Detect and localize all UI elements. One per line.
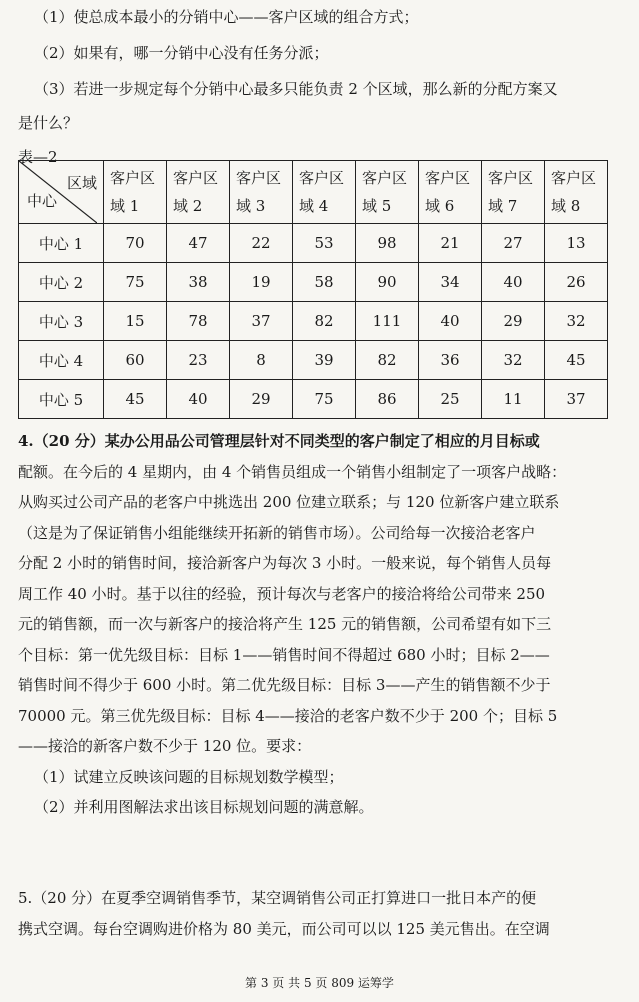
table-cell: 38 xyxy=(167,263,230,302)
corner-region-label: 区域 xyxy=(66,174,97,192)
q4-line: 分配 2 小时的销售时间，接洽新客户为每次 3 小时。一般来说，每个销售人员每 xyxy=(18,554,552,572)
row-label: 中心 1 xyxy=(19,224,104,263)
col-header: 客户区 域 2 xyxy=(167,161,230,224)
table-cell: 29 xyxy=(230,380,293,419)
q4-requirement-2: （2）并利用图解法求出该目标规划问题的满意解。 xyxy=(34,798,374,816)
col-header: 客户区 域 4 xyxy=(293,161,356,224)
q4-line: 元的销售额，而一次与新客户的接洽将产生 125 元的销售额，公司希望有如下三 xyxy=(18,615,552,633)
q4-line: 70000 元。第三优先级目标：目标 4——接洽的老客户数不少于 200 个；目标 5 xyxy=(18,706,558,725)
table-cell: 75 xyxy=(104,263,167,302)
table-cell: 78 xyxy=(167,302,230,341)
table-cell: 37 xyxy=(545,380,608,419)
table-cell: 40 xyxy=(419,302,482,341)
table-cell: 36 xyxy=(419,341,482,380)
table-cell: 13 xyxy=(545,224,608,263)
table-row xyxy=(19,263,608,302)
table-cell: 19 xyxy=(230,263,293,302)
table-cell: 70 xyxy=(104,224,167,263)
row-label: 中心 5 xyxy=(19,380,104,419)
table-cell: 45 xyxy=(104,380,167,419)
table-cell: 98 xyxy=(356,224,419,263)
q5-line: 携式空调。每台空调购进价格为 80 美元，而公司可以以 125 美元售出。在空调 xyxy=(18,919,550,938)
col-header: 客户区 域 8 xyxy=(545,161,608,224)
table-cell: 34 xyxy=(419,263,482,302)
q3-item-2: （2）如果有，哪一分销中心没有任务分派； xyxy=(34,44,329,62)
q4-line: 配额。在今后的 4 星期内，由 4 个销售员组成一个销售小组制定了一项客户战略： xyxy=(18,462,567,481)
col-header: 客户区 域 7 xyxy=(482,161,545,224)
question-4 xyxy=(18,426,618,823)
table-cell: 45 xyxy=(545,341,608,380)
question-5 xyxy=(18,883,618,944)
q3-item-3-cont: 是什么？ xyxy=(18,114,79,132)
col-header: 客户区 域 5 xyxy=(356,161,419,224)
cost-table xyxy=(18,160,608,419)
q4-line: 销售时间不得少于 600 小时。第二优先级目标：目标 3——产生的销售额不少于 xyxy=(18,676,551,694)
q4-line: （这是为了保证销售小组能继续开拓新的销售市场）。公司给每一次接洽老客户 xyxy=(18,523,536,542)
table-cell: 40 xyxy=(167,380,230,419)
corner-center-label: 中心 xyxy=(27,192,58,210)
table-cell: 90 xyxy=(356,263,419,302)
table-cell: 27 xyxy=(482,224,545,263)
table-cell: 47 xyxy=(167,224,230,263)
table-cell: 82 xyxy=(356,341,419,380)
table-cell: 82 xyxy=(293,302,356,341)
table-cell: 60 xyxy=(104,341,167,380)
table-row xyxy=(19,380,608,419)
row-label: 中心 2 xyxy=(19,263,104,302)
col-header: 客户区 域 1 xyxy=(104,161,167,224)
table-row xyxy=(19,341,608,380)
table-cell: 32 xyxy=(545,302,608,341)
table-cell: 8 xyxy=(230,341,293,380)
table-cell: 21 xyxy=(419,224,482,263)
q4-line: 个目标：第一优先级目标：目标 1——销售时间不得超过 680 小时；目标 2—— xyxy=(18,645,550,664)
page-footer: 第 3 页 共 5 页 809 运筹学 xyxy=(245,976,394,990)
q4-line: 从购买过公司产品的老客户中挑选出 200 位建立联系；与 120 位新客户建立联系 xyxy=(18,493,560,511)
table-cell: 15 xyxy=(104,302,167,341)
table-cell: 22 xyxy=(230,224,293,263)
table-cell: 86 xyxy=(356,380,419,419)
table-cell: 39 xyxy=(293,341,356,380)
table-cell: 111 xyxy=(356,302,419,341)
table-cell: 23 xyxy=(167,341,230,380)
table-cell: 53 xyxy=(293,224,356,263)
q4-line: ——接洽的新客户数不少于 120 位。要求： xyxy=(18,737,312,755)
table-cell: 26 xyxy=(545,263,608,302)
corner-cell xyxy=(19,161,104,224)
table-row xyxy=(19,302,608,341)
table-cell: 75 xyxy=(293,380,356,419)
table-cell: 29 xyxy=(482,302,545,341)
table-caption: 表—2 xyxy=(18,148,58,166)
table-cell: 37 xyxy=(230,302,293,341)
table-row xyxy=(19,224,608,263)
row-label: 中心 4 xyxy=(19,341,104,380)
col-header: 客户区 域 3 xyxy=(230,161,293,224)
q4-requirement-1: （1）试建立反映该问题的目标规划数学模型； xyxy=(34,767,344,786)
table-header-row xyxy=(19,161,608,224)
q4-line: 4.（20 分）某办公用品公司管理层针对不同类型的客户制定了相应的月目标或 xyxy=(18,432,540,450)
q4-line: 周工作 40 小时。基于以往的经验，预计每次与老客户的接洽将给公司带来 250 xyxy=(18,584,546,603)
col-header: 客户区 域 6 xyxy=(419,161,482,224)
q5-line: 5.（20 分）在夏季空调销售季节，某空调销售公司正打算进口一批日本产的便 xyxy=(18,889,537,907)
q3-item-1: （1）使总成本最小的分销中心——客户区域的组合方式； xyxy=(34,8,419,26)
row-label: 中心 3 xyxy=(19,302,104,341)
table-cell: 40 xyxy=(482,263,545,302)
q3-item-3: （3）若进一步规定每个分销中心最多只能负责 2 个区域，那么新的分配方案又 xyxy=(34,80,558,98)
table-cell: 25 xyxy=(419,380,482,419)
table-cell: 32 xyxy=(482,341,545,380)
table-cell: 58 xyxy=(293,263,356,302)
table-cell: 11 xyxy=(482,380,545,419)
